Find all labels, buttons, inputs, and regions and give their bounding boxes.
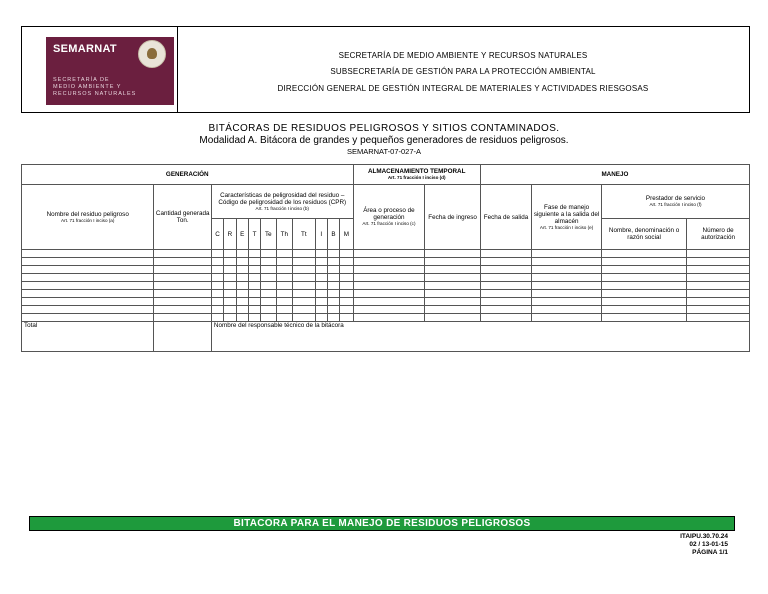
- table-cell[interactable]: [601, 298, 686, 306]
- table-cell[interactable]: [425, 266, 480, 274]
- table-cell[interactable]: [532, 290, 602, 298]
- table-cell[interactable]: [315, 290, 327, 298]
- table-cell[interactable]: [292, 314, 315, 322]
- table-cell[interactable]: [224, 314, 236, 322]
- table-cell[interactable]: [340, 250, 353, 258]
- table-cell[interactable]: [353, 250, 425, 258]
- table-cell[interactable]: [480, 274, 531, 282]
- table-cell[interactable]: [154, 250, 211, 258]
- table-cell[interactable]: [248, 298, 260, 306]
- table-cell[interactable]: [353, 282, 425, 290]
- total-value-cell[interactable]: [154, 322, 211, 352]
- table-cell[interactable]: [315, 250, 327, 258]
- table-cell[interactable]: [22, 250, 154, 258]
- table-cell[interactable]: [327, 266, 339, 274]
- table-cell[interactable]: [224, 298, 236, 306]
- table-cell[interactable]: [601, 266, 686, 274]
- table-cell[interactable]: [224, 306, 236, 314]
- table-cell[interactable]: [687, 314, 750, 322]
- cpr-code-th: Th: [276, 219, 292, 250]
- table-cell[interactable]: [327, 250, 339, 258]
- table-cell[interactable]: [340, 290, 353, 298]
- table-cell[interactable]: [340, 306, 353, 314]
- col-nombre-residuo: Nombre del residuo peligroso Art. 71 fracción I inciso (a): [22, 185, 154, 250]
- table-cell[interactable]: [236, 266, 248, 274]
- table-cell[interactable]: [315, 258, 327, 266]
- table-row: [22, 290, 750, 298]
- table-cell[interactable]: [340, 282, 353, 290]
- table-cell[interactable]: [425, 306, 480, 314]
- bitacora-table: [21, 164, 750, 352]
- table-cell[interactable]: [22, 282, 154, 290]
- table-cell[interactable]: [211, 306, 223, 314]
- table-cell[interactable]: [327, 274, 339, 282]
- table-cell[interactable]: [276, 250, 292, 258]
- table-cell[interactable]: [425, 290, 480, 298]
- table-cell[interactable]: [532, 266, 602, 274]
- table-cell[interactable]: [224, 258, 236, 266]
- table-row: [22, 266, 750, 274]
- table-cell[interactable]: [480, 306, 531, 314]
- table-cell[interactable]: [154, 266, 211, 274]
- table-cell[interactable]: [276, 314, 292, 322]
- table-cell[interactable]: [236, 314, 248, 322]
- table-cell[interactable]: [327, 298, 339, 306]
- table-cell[interactable]: [154, 306, 211, 314]
- eagle-seal-icon: [138, 40, 166, 68]
- table-cell[interactable]: [154, 314, 211, 322]
- table-cell[interactable]: [211, 274, 223, 282]
- table-cell[interactable]: [292, 306, 315, 314]
- cpr-code-tt: Tt: [292, 219, 315, 250]
- table-cell[interactable]: [154, 290, 211, 298]
- table-cell[interactable]: [154, 258, 211, 266]
- col-nombre-razon-social: Nombre, denominación o razón social: [601, 219, 686, 250]
- header-line-1: SECRETARÍA DE MEDIO AMBIENTE Y RECURSOS NATURALES: [338, 51, 588, 60]
- table-cell[interactable]: [480, 258, 531, 266]
- form-code: SEMARNAT-07-027-A: [346, 147, 422, 156]
- document-title: BITÁCORAS DE RESIDUOS PELIGROSOS Y SITIOS CONTAMINADOS.: [208, 123, 560, 134]
- table-cell[interactable]: [154, 274, 211, 282]
- table-cell[interactable]: [601, 250, 686, 258]
- table-cell[interactable]: [327, 306, 339, 314]
- table-cell[interactable]: [22, 298, 154, 306]
- table-cell[interactable]: [353, 298, 425, 306]
- table-cell[interactable]: [687, 306, 750, 314]
- table-cell[interactable]: [292, 274, 315, 282]
- table-cell[interactable]: [601, 314, 686, 322]
- table-cell[interactable]: [276, 290, 292, 298]
- table-cell[interactable]: [22, 306, 154, 314]
- table-cell[interactable]: [211, 298, 223, 306]
- table-cell[interactable]: [224, 274, 236, 282]
- table-row: [22, 258, 750, 266]
- table-cell[interactable]: [261, 258, 276, 266]
- logo-name: SEMARNAT: [53, 43, 117, 55]
- table-cell[interactable]: [601, 258, 686, 266]
- table-cell[interactable]: [353, 274, 425, 282]
- table-cell[interactable]: [211, 258, 223, 266]
- table-cell[interactable]: [480, 290, 531, 298]
- table-cell[interactable]: [236, 306, 248, 314]
- table-cell[interactable]: [22, 274, 154, 282]
- table-cell[interactable]: [480, 298, 531, 306]
- document-subtitle: Modalidad A. Bitácora de grandes y pequeños generadores de residuos peligrosos.: [199, 135, 569, 146]
- table-cell[interactable]: [315, 306, 327, 314]
- col-fecha-salida: Fecha de salida: [480, 185, 531, 250]
- table-cell[interactable]: [261, 306, 276, 314]
- table-cell[interactable]: [248, 266, 260, 274]
- col-area-proceso: Área o proceso de generación Art. 71 fracción I inciso (c): [353, 185, 425, 250]
- table-cell[interactable]: [601, 274, 686, 282]
- table-cell[interactable]: [261, 290, 276, 298]
- table-cell[interactable]: [292, 298, 315, 306]
- table-cell[interactable]: [315, 274, 327, 282]
- table-cell[interactable]: [327, 282, 339, 290]
- table-cell[interactable]: [425, 258, 480, 266]
- table-cell[interactable]: [687, 290, 750, 298]
- header-text: [177, 27, 749, 112]
- table-cell[interactable]: [480, 266, 531, 274]
- table-cell[interactable]: [601, 306, 686, 314]
- col-fecha-ingreso: Fecha de ingreso: [425, 185, 480, 250]
- table-cell[interactable]: [687, 274, 750, 282]
- table-cell[interactable]: [480, 282, 531, 290]
- table-cell[interactable]: [248, 314, 260, 322]
- table-cell[interactable]: [292, 282, 315, 290]
- table-cell[interactable]: [248, 250, 260, 258]
- table-cell[interactable]: [276, 258, 292, 266]
- table-cell[interactable]: [327, 290, 339, 298]
- table-cell[interactable]: [236, 274, 248, 282]
- table-cell[interactable]: [687, 282, 750, 290]
- table-cell[interactable]: [276, 266, 292, 274]
- table-cell[interactable]: [292, 258, 315, 266]
- table-row: [22, 282, 750, 290]
- cpr-code-t: T: [248, 219, 260, 250]
- header-line-3: DIRECCIÓN GENERAL DE GESTIÓN INTEGRAL DE MATERIALES Y ACTIVIDADES RIESGOSAS: [277, 84, 649, 93]
- table-cell[interactable]: [224, 290, 236, 298]
- cpr-code-i: I: [315, 219, 327, 250]
- table-cell[interactable]: [315, 266, 327, 274]
- footer-banner: BITACORA PARA EL MANEJO DE RESIDUOS PELIGROSOS: [29, 516, 735, 531]
- table-cell[interactable]: [248, 306, 260, 314]
- table-cell[interactable]: [224, 282, 236, 290]
- semarnat-logo: [46, 37, 174, 105]
- table-cell[interactable]: [425, 314, 480, 322]
- table-cell[interactable]: [353, 290, 425, 298]
- table-cell[interactable]: [22, 314, 154, 322]
- table-cell[interactable]: [532, 298, 602, 306]
- cpr-code-b: B: [327, 219, 339, 250]
- table-cell[interactable]: [261, 250, 276, 258]
- manejo-header: MANEJO: [480, 165, 749, 185]
- table-cell[interactable]: [532, 274, 602, 282]
- table-cell[interactable]: [340, 258, 353, 266]
- table-cell[interactable]: [236, 298, 248, 306]
- table-cell[interactable]: [261, 298, 276, 306]
- cpr-code-m: M: [340, 219, 353, 250]
- data-rows: [22, 250, 750, 322]
- header-line-2: SUBSECRETARÍA DE GESTIÓN PARA LA PROTECCIÓN AMBIENTAL: [330, 67, 596, 76]
- table-cell[interactable]: [211, 266, 223, 274]
- table-cell[interactable]: [601, 290, 686, 298]
- table-cell[interactable]: [340, 274, 353, 282]
- table-cell[interactable]: [236, 282, 248, 290]
- generacion-header: GENERACIÓN: [22, 165, 354, 185]
- table-cell[interactable]: [248, 274, 260, 282]
- table-cell[interactable]: [353, 314, 425, 322]
- responsable-tecnico[interactable]: Nombre del responsable técnico de la bitácora: [211, 322, 749, 352]
- table-cell[interactable]: [261, 274, 276, 282]
- table-cell[interactable]: [276, 274, 292, 282]
- table-cell[interactable]: [22, 258, 154, 266]
- table-cell[interactable]: [248, 258, 260, 266]
- table-cell[interactable]: [353, 266, 425, 274]
- cpr-code-c: C: [211, 219, 223, 250]
- table-cell[interactable]: [532, 306, 602, 314]
- table-cell[interactable]: [687, 258, 750, 266]
- cpr-code-e: E: [236, 219, 248, 250]
- total-label: Total: [22, 322, 154, 352]
- table-cell[interactable]: [315, 298, 327, 306]
- table-row: [22, 306, 750, 314]
- table-row: [22, 274, 750, 282]
- cpr-code-r: R: [224, 219, 236, 250]
- table-cell[interactable]: [532, 250, 602, 258]
- table-cell[interactable]: [211, 314, 223, 322]
- table-cell[interactable]: [340, 314, 353, 322]
- table-cell[interactable]: [292, 290, 315, 298]
- table-cell[interactable]: [687, 250, 750, 258]
- table-cell[interactable]: [154, 282, 211, 290]
- table-cell[interactable]: [532, 314, 602, 322]
- table-cell[interactable]: [425, 282, 480, 290]
- table-cell[interactable]: [211, 282, 223, 290]
- footer-code: ITAIPU.30.70.24 02 / 13-01-15 PÁGINA 1/1: [680, 533, 728, 556]
- col-prestador: Prestador de servicio Art. 71 fracción I inciso (f): [601, 185, 749, 219]
- table-cell[interactable]: [687, 266, 750, 274]
- table-row: [22, 298, 750, 306]
- table-cell[interactable]: [340, 298, 353, 306]
- almacenamiento-header: ALMACENAMIENTO TEMPORAL Art. 71 fracción I inciso (d): [353, 165, 480, 185]
- table-cell[interactable]: [687, 298, 750, 306]
- table-cell[interactable]: [340, 266, 353, 274]
- table-cell[interactable]: [276, 282, 292, 290]
- table-cell[interactable]: [425, 250, 480, 258]
- table-cell[interactable]: [532, 258, 602, 266]
- table-cell[interactable]: [601, 282, 686, 290]
- table-cell[interactable]: [315, 314, 327, 322]
- table-cell[interactable]: [248, 290, 260, 298]
- table-cell[interactable]: [353, 306, 425, 314]
- table-cell[interactable]: [480, 314, 531, 322]
- table-cell[interactable]: [315, 282, 327, 290]
- logo-subtitle: SECRETARÍA DE MEDIO AMBIENTE Y RECURSOS NATURALES: [53, 77, 137, 97]
- logo-cell: [22, 27, 178, 112]
- col-numero-autorizacion: Número de autorización: [687, 219, 750, 250]
- table-cell[interactable]: [154, 298, 211, 306]
- table-cell[interactable]: [22, 290, 154, 298]
- table-cell[interactable]: [211, 290, 223, 298]
- table-cell[interactable]: [224, 266, 236, 274]
- table-cell[interactable]: [532, 282, 602, 290]
- table-cell[interactable]: [425, 274, 480, 282]
- table-cell[interactable]: [276, 306, 292, 314]
- cpr-code-te: Te: [261, 219, 276, 250]
- table-cell[interactable]: [261, 266, 276, 274]
- table-cell[interactable]: [211, 250, 223, 258]
- table-cell[interactable]: [236, 258, 248, 266]
- table-cell[interactable]: [236, 290, 248, 298]
- table-cell[interactable]: [224, 250, 236, 258]
- col-caracteristicas: Características de peligrosidad del residuo – Código de peligrosidad de los residuos (CPR) Art. 71 fracción I inciso (b): [211, 185, 353, 219]
- header-box: [21, 26, 750, 113]
- table-cell[interactable]: [22, 266, 154, 274]
- table-cell[interactable]: [327, 314, 339, 322]
- table-cell[interactable]: [353, 258, 425, 266]
- table-row: [22, 314, 750, 322]
- table-cell[interactable]: [480, 250, 531, 258]
- col-fase-manejo: Fase de manejo siguiente a la salida del almacén Art. 71 fracción I inciso (e): [532, 185, 602, 250]
- table-cell[interactable]: [236, 250, 248, 258]
- table-cell[interactable]: [248, 282, 260, 290]
- table-cell[interactable]: [425, 298, 480, 306]
- table-row: [22, 250, 750, 258]
- table-cell[interactable]: [261, 282, 276, 290]
- col-cantidad: Cantidad generada Ton.: [154, 185, 211, 250]
- table-cell[interactable]: [292, 266, 315, 274]
- table-cell[interactable]: [327, 258, 339, 266]
- table-cell[interactable]: [276, 298, 292, 306]
- table-cell[interactable]: [261, 314, 276, 322]
- table-cell[interactable]: [292, 250, 315, 258]
